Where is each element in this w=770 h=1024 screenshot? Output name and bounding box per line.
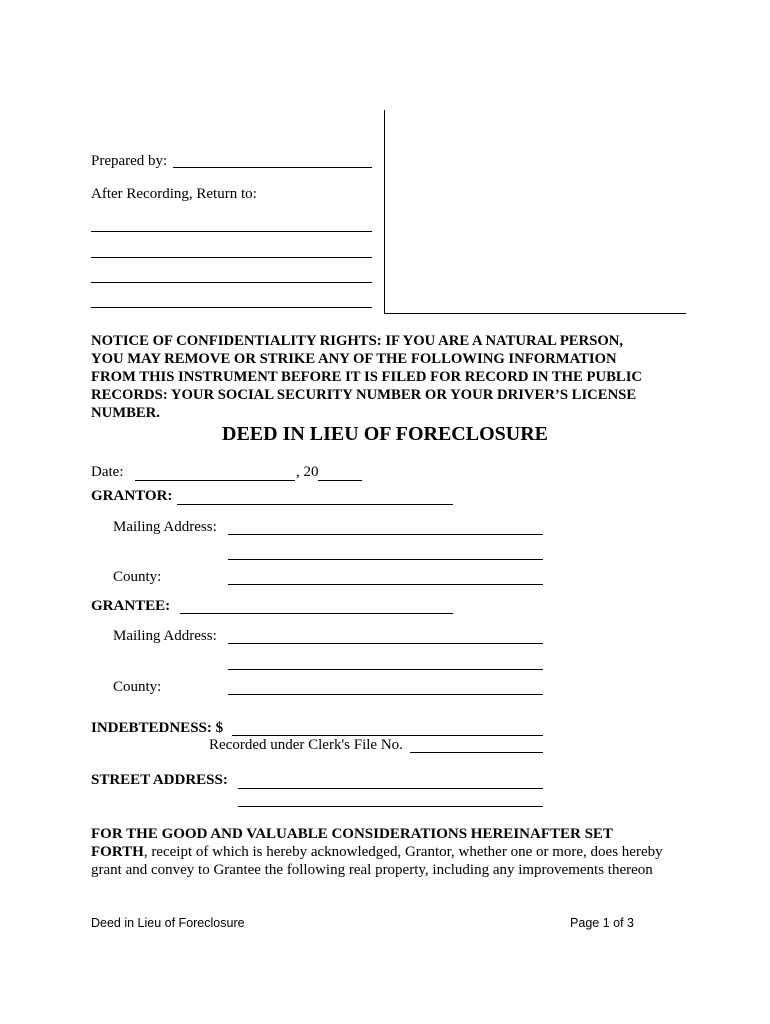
return-to-label: After Recording, Return to: bbox=[91, 186, 257, 202]
grantee-mailing-address-line-1[interactable] bbox=[228, 629, 543, 644]
indebtedness-label: INDEBTEDNESS: $ bbox=[91, 720, 224, 736]
return-to-line-2[interactable] bbox=[91, 243, 372, 258]
footer-page-number: Page 1 of 3 bbox=[570, 916, 634, 930]
grantor-name-field[interactable] bbox=[177, 490, 453, 505]
grantor-mailing-address-label: Mailing Address: bbox=[113, 519, 217, 535]
notice-line: YOU MAY REMOVE OR STRIKE ANY OF THE FOLLOWING INFORMATION bbox=[91, 351, 617, 367]
grantor-label: GRANTOR: bbox=[91, 488, 173, 504]
notice-line: NOTICE OF CONFIDENTIALITY RIGHTS: IF YOU ARE A NATURAL PERSON, bbox=[91, 333, 624, 349]
consideration-line: FOR THE GOOD AND VALUABLE CONSIDERATIONS HEREINAFTER SET bbox=[91, 826, 613, 842]
grantor-mailing-address-line-2[interactable] bbox=[228, 545, 543, 560]
date-field[interactable] bbox=[135, 466, 295, 481]
grantor-county-label: County: bbox=[113, 569, 162, 585]
grantee-mailing-address-label: Mailing Address: bbox=[113, 628, 217, 644]
notice-line: FROM THIS INSTRUMENT BEFORE IT IS FILED FOR RECORD IN THE PUBLIC bbox=[91, 369, 643, 385]
consideration-line bbox=[91, 843, 663, 861]
prepared-by-label: Prepared by: bbox=[91, 153, 168, 169]
clerk-file-label: Recorded under Clerk's File No. bbox=[209, 737, 403, 753]
notice-line: RECORDS: YOUR SOCIAL SECURITY NUMBER OR YOUR DRIVER’S LICENSE bbox=[91, 387, 637, 403]
grantee-county-field[interactable] bbox=[228, 680, 543, 695]
return-to-line-3[interactable] bbox=[91, 268, 372, 283]
indebtedness-amount-field[interactable] bbox=[232, 721, 543, 736]
consideration-line: grant and convey to Grantee the following real property, including any improvements thereon bbox=[91, 862, 653, 878]
year-prefix: , 20 bbox=[296, 464, 319, 480]
consideration-bold-lead: FORTH bbox=[91, 844, 144, 860]
return-to-line-4[interactable] bbox=[91, 293, 372, 308]
recording-box-divider bbox=[384, 110, 385, 313]
year-field[interactable] bbox=[318, 466, 362, 481]
street-address-label: STREET ADDRESS: bbox=[91, 772, 228, 788]
consideration-text: , receipt of which is hereby acknowledged, Grantor, whether one or more, does hereby bbox=[143, 844, 663, 860]
grantor-county-field[interactable] bbox=[228, 570, 543, 585]
clerk-file-number-field[interactable] bbox=[410, 738, 543, 753]
prepared-by-field[interactable] bbox=[173, 153, 372, 168]
recording-box-bottom-rule bbox=[384, 313, 686, 314]
date-label: Date: bbox=[91, 464, 124, 480]
grantor-mailing-address-line-1[interactable] bbox=[228, 520, 543, 535]
grantee-name-field[interactable] bbox=[180, 599, 453, 614]
document-title: DEED IN LIEU OF FORECLOSURE bbox=[222, 423, 548, 445]
notice-line: NUMBER. bbox=[91, 405, 160, 421]
return-to-line-1[interactable] bbox=[91, 217, 372, 232]
grantee-county-label: County: bbox=[113, 679, 162, 695]
street-address-line-2[interactable] bbox=[238, 792, 543, 807]
grantee-label: GRANTEE: bbox=[91, 598, 171, 614]
footer-document-title: Deed in Lieu of Foreclosure bbox=[91, 916, 245, 930]
street-address-line-1[interactable] bbox=[238, 774, 543, 789]
grantee-mailing-address-line-2[interactable] bbox=[228, 655, 543, 670]
